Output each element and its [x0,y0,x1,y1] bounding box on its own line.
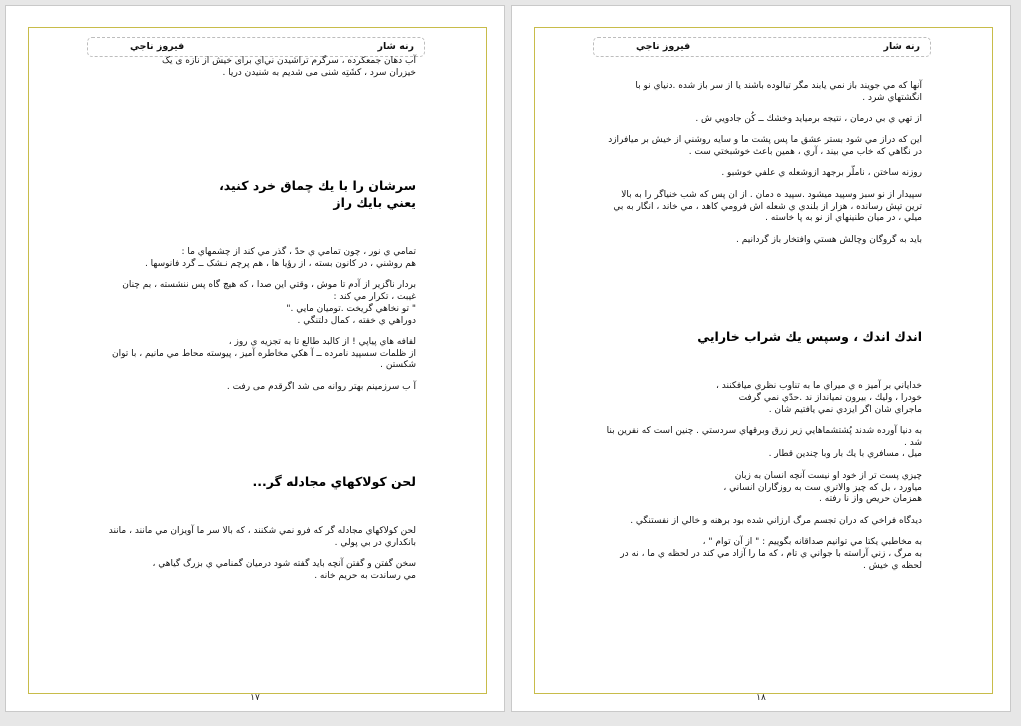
paragraph [82,382,416,394]
paragraph [82,526,416,550]
text-line: به مرگ ، زني آراسته با جواني ي تام ، كه ما را آزاد مي كند در لحظه ي ما ، نه در [620,548,922,559]
text-line: ترين تپش رسانده ، هزار از بلندي ي شعله اش فرومي كاهد ، مي خاند ، انگار به بي [613,201,922,212]
section-heading [82,473,416,490]
text-line: در نگاهي كه خاب مي بيند ، آري ، همين باعث خوشبختي ست . [688,147,922,158]
text-line: همزمان حريص واز نا رفته . [819,494,922,505]
section-heading [82,177,416,211]
text-line: شد . [904,437,922,448]
text-line: ماجراي شان اگر ايزدي نمي يافتيم شان . [768,404,922,415]
text-line: هم روشني ، در كانون بسته ، از رؤيا ها ، هم پرچم نـشک ــ گرد فانوسها . [144,258,416,269]
paragraph [588,516,922,528]
text-line: بردار ناگزير از آدم تا موش ، وقتي اين صدا ، كه هيچ گاه پس ننشسته ، بم چنان [122,280,416,291]
text-line: بانكداري در بي پولي . [334,537,416,548]
text-line: آب دهان جمعكرده ، سرگرم تراشيدن ني‌اي براى خيش از نازه ى يک [161,56,416,66]
text-line: ميل ، مسافري با يك بار وبا چندين قطار . [768,449,922,460]
text-line: لحن كولاكهاي مجادله گر كه فرو نمي شكنند ، كه بالا سر ما آويزان مي مانند ، مانند [108,526,416,537]
page-number: ١٨ [756,693,766,703]
paragraph [82,247,416,271]
text-line: سپيدار از نو سبز وسپيد ميشود .سپيد ه دمان . از ان پس كه شب خنياگر را به بالا [621,189,922,200]
page-18 [511,5,1011,712]
text-line: خودرا ، وليك ، بيرون نميانداز ند .حدّي نمي گرفت [738,392,922,403]
text-line: از تهي ي بي درمان ، نتيجه برميايد وخشك ــ كُن جادويي ش . [695,114,922,125]
text-line: شكستن . [380,360,416,371]
text-line: انگشتهاي شرد . [862,92,922,103]
paragraph [588,190,922,225]
text-line: لفافه هاي پياپي ! از كالبد طالع تا به تجزيه ي روز ، [228,336,416,347]
text-line: به دنيا آورده شدند پُشتشماهايي زير زرق وبرقهاي سردستي . چنين است كه نفرين بنا [606,425,922,436]
heading-line: سرشان را با يك چماق خرد كنيد، [219,178,416,194]
header-title: رنه شار [883,41,920,52]
paragraph [588,168,922,180]
page-body [588,81,922,582]
paragraph [588,537,922,572]
paragraph [588,135,922,159]
paragraph [82,280,416,327]
text-line: خيزران سرد ، كشَتِه شنى مى شديم به شنيدن دريا . [222,67,416,78]
page-number: ١٧ [250,693,260,703]
heading-line: لحن كولاكهاي مجادله گر... [252,474,416,490]
paragraph [588,235,922,247]
running-header [87,37,425,57]
paragraph [82,337,416,372]
paragraph [588,114,922,126]
text-line: آ ب سرزمينم بهتر روانه مى شد اگرقدم مى رفت . [226,381,416,392]
paragraph [82,56,416,80]
section-heading [588,328,922,345]
heading-line: اندك اندك ، وسپس يك شراب خارايي [697,328,922,344]
paragraph [588,471,922,506]
text-line: بايد به گروگان وچالش هستي وافتخار باز گردانيم . [736,234,922,245]
text-line: لحظه ي خيش . [862,560,922,571]
header-title: رنه شار [377,41,414,52]
text-line: ديدگاه فراخي كه دران تجسم مرگ ارزاني شده بود برهنه و خالي از نفستنگي . [630,515,922,526]
header-author: فيروز ناجي [130,41,185,52]
text-line: روزنه ساختن ، ناملّر برجهد ازوشعله ي علفي خوشبو . [721,168,922,179]
heading-line: يعني بايك راز [333,195,416,211]
text-line: اين كه دراز مي شود بستر عشق ما پس پشت ما و سايه روشني از خيش بر ميافرازد [608,135,922,146]
text-line: چيزي پست تر از خود او نيست آنچه انسان به زبان [734,470,922,481]
text-line: آنها كه مي جويند باز نمي يابند مگر تبالوده باشند يا از سر باز شده .دنياي نو با [635,81,922,91]
text-line: به مخاطبي يكتا مي توانيم صداقانه بگوييم : " از آن توام " ، [702,536,922,547]
text-line: مي رساندت به حريم خانه . [314,570,416,581]
page-17 [5,5,505,712]
text-line: " تو نخاهي گريخت .توميان مايي ." [286,303,416,314]
paragraph [588,381,922,416]
text-line: از ظلمات سسپيد نامرده ــ آ هكي مخاطره آميز ، پيوسته محاط مي مانيم ، با توان [112,348,416,359]
text-line: دوراهي ي خفته ، كمال دلتنگي . [297,315,416,326]
text-line: غيبت ، تكرار مي كند : [333,291,416,302]
header-author: فيروز ناجي [636,41,691,52]
running-header [593,37,931,57]
paragraph [588,81,922,105]
paragraph [82,559,416,583]
paragraph [588,426,922,461]
page-body [82,56,416,592]
text-line: مياورد ، بل كه چيز والاتري ست به روزگاران انساني ، [723,482,922,493]
text-line: تمامي ي نور ، چون تمامي ي حدّ ، گذر مي كند از چشمهاي ما : [181,247,416,258]
text-line: سخن گفتن و گفتن آنچه بايد گفته شود درميان گمنامي ي بزرگ گياهي ، [152,559,416,570]
text-line: خداياني بر آميز ه ي ميراي ما به تناوب نظري ميافكنند ، [716,380,922,391]
text-line: ميلي ، در ميان طنينهاي از نو به پا خاسته . [765,213,922,224]
